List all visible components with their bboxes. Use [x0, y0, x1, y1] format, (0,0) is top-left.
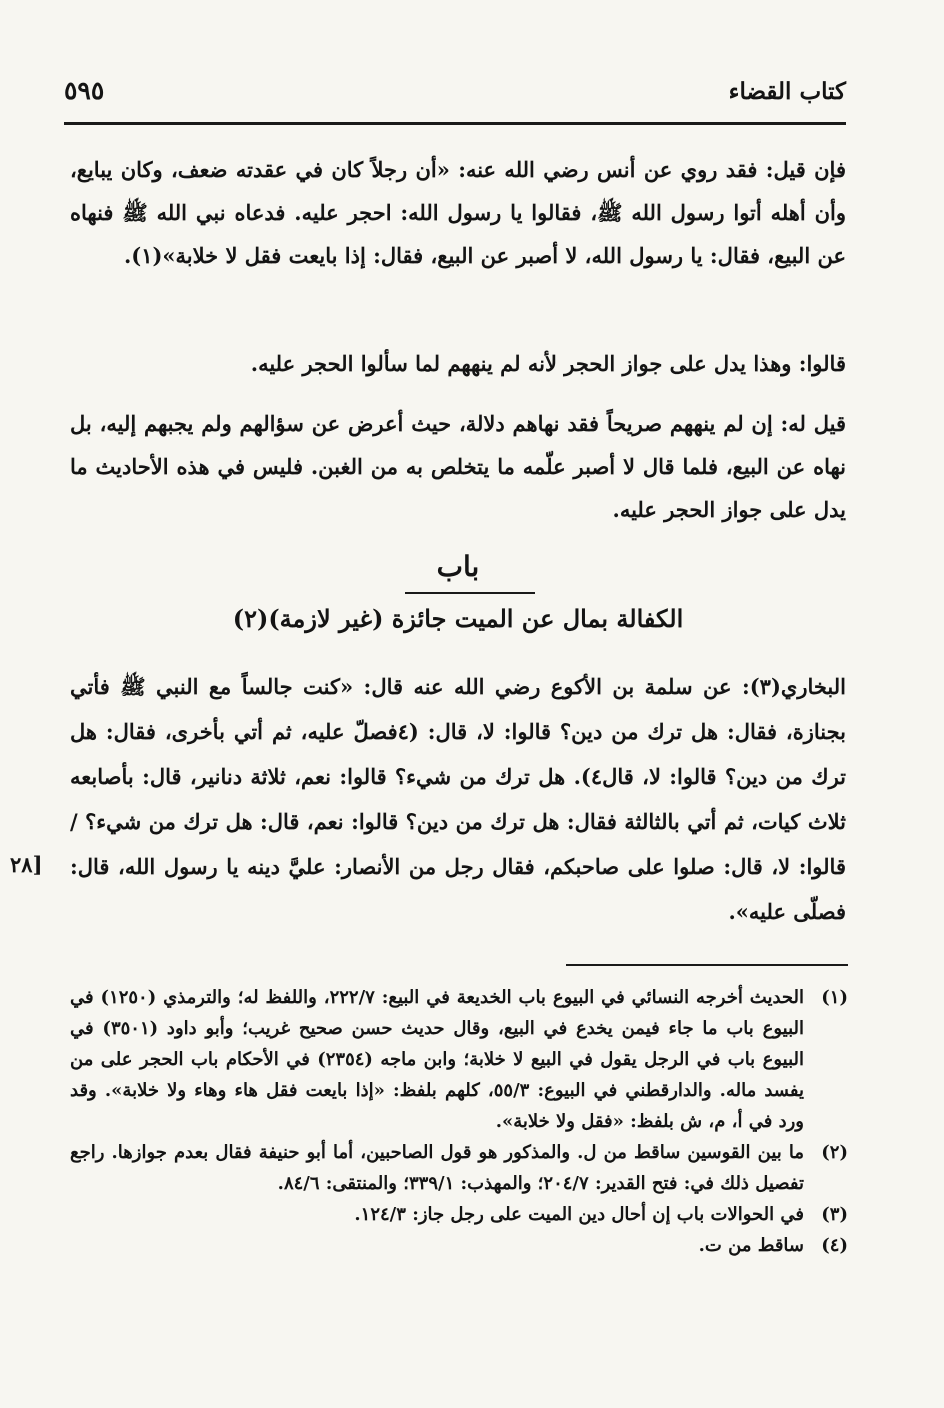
- footnote: [70, 1199, 848, 1230]
- paragraph-reply: قيل له: إن لم ينههم صريحاً فقد نهاهم دلالة، حيث أعرض عن سؤالهم ولم يجبهم إليه، بل نهاه عن البيع، فلما قال لا أصبر علّمه ما يتخلص به من الغبن. فليس في هذه الأحاديث ما يدل على جواز الحجر عليه.: [70, 411, 846, 522]
- footnote-text: ما بين القوسين ساقط من ل. والمذكور هو قول الصاحبين، أما أبو حنيفة فقال بعدم جوازها. راجع تفصيل ذلك في: فتح القدير: ٢٠٤/٧؛ والمهذب: ٣٣٩/١؛ والمنتقى: ٨٤/٦.: [70, 1142, 804, 1194]
- page-number: ٥٩٥: [64, 76, 105, 105]
- footnote-number: (١): [821, 987, 848, 1008]
- footnote-text: في الحوالات باب إن أحال دين الميت على رجل جاز: ١٢٤/٣.: [354, 1204, 804, 1225]
- paragraph-hadith: البخاري(٣): عن سلمة بن الأكوع رضي الله عنه قال: «كنت جالساً مع النبي ﷺ فأتي بجنازة، فقال: هل ترك من دين؟ قالوا: لا، قال: (٤فصلّ عليه، ثم أتي بأخرى، فقال: هل ترك من دين؟ قالوا: لا، قال٤). هل ترك من شيء؟ قالوا: نعم، ثلاثة دنانير، قال: بأصابعه ثلاث كيات، ثم أتي بالثالثة فقال: هل ترك من دين؟ قالوا: نعم، قال: هل ترك من شيء؟ / قالوا: لا، قال: صلوا على صاحبكم، فقال رجل من الأنصار: عليَّ دينه يا رسول الله، قال: فصلّى عليه».: [70, 674, 846, 924]
- footnote: [70, 1230, 848, 1261]
- running-title: كتاب القضاء: [728, 78, 846, 105]
- footnote-rule: [566, 964, 848, 966]
- header-rule: [64, 122, 846, 125]
- footnote-number: (٤): [821, 1235, 848, 1256]
- footnote-number: (٢): [821, 1142, 848, 1163]
- footnote: [70, 1137, 848, 1199]
- page-header: [64, 72, 846, 118]
- heading-underline: [405, 592, 535, 594]
- footnote-text: ساقط من ت.: [698, 1235, 804, 1256]
- paragraph-argument: قالوا: وهذا يدل على جواز الحجر لأنه لم ينههم لما سألوا الحجر عليه.: [250, 351, 846, 376]
- margin-folio-reference: [٢٨: [10, 852, 43, 877]
- paragraph-objection: فإن قيل: فقد روي عن أنس رضي الله عنه: «أن رجلاً كان في عقدته ضعف، وكان يبايع، وأن أهله أتوا رسول الله ﷺ، فقالوا يا رسول الله: احجر عليه. فدعاه نبي الله ﷺ فنهاه عن البيع، فقال: يا رسول الله، لا أصبر عن البيع، فقال: إذا بايعت فقل لا خلابة»(١).: [70, 157, 846, 268]
- footnote-number: (٣): [821, 1204, 848, 1225]
- chapter-title: الكفالة بمال عن الميت جائزة (غير لازمة)(٢): [232, 604, 684, 633]
- footnote: [70, 982, 848, 1137]
- footnotes: [70, 982, 848, 1261]
- section-heading-bab: باب: [436, 550, 480, 583]
- footnote-text: الحديث أخرجه النسائي في البيوع باب الخديعة في البيع: ٢٢٢/٧، واللفظ له؛ والترمذي (١٢٥٠) في البيوع باب ما جاء فيمن يخدع في البيع، وقال حديث حسن صحيح غريب؛ وأبو داود (٣٥٠١) في البيوع باب في الرجل يقول في البيع لا خلابة؛ وابن ماجه (٢٣٥٤) في الأحكام باب الحجر على من يفسد ماله. والدارقطني في البيوع: ٥٥/٣، كلهم بلفظ: «إذا بايعت فقل هاء وهاء ولا خلابة». وقد ورد في أ، م، ش بلفظ: «فقل ولا خلابة».: [70, 987, 805, 1132]
